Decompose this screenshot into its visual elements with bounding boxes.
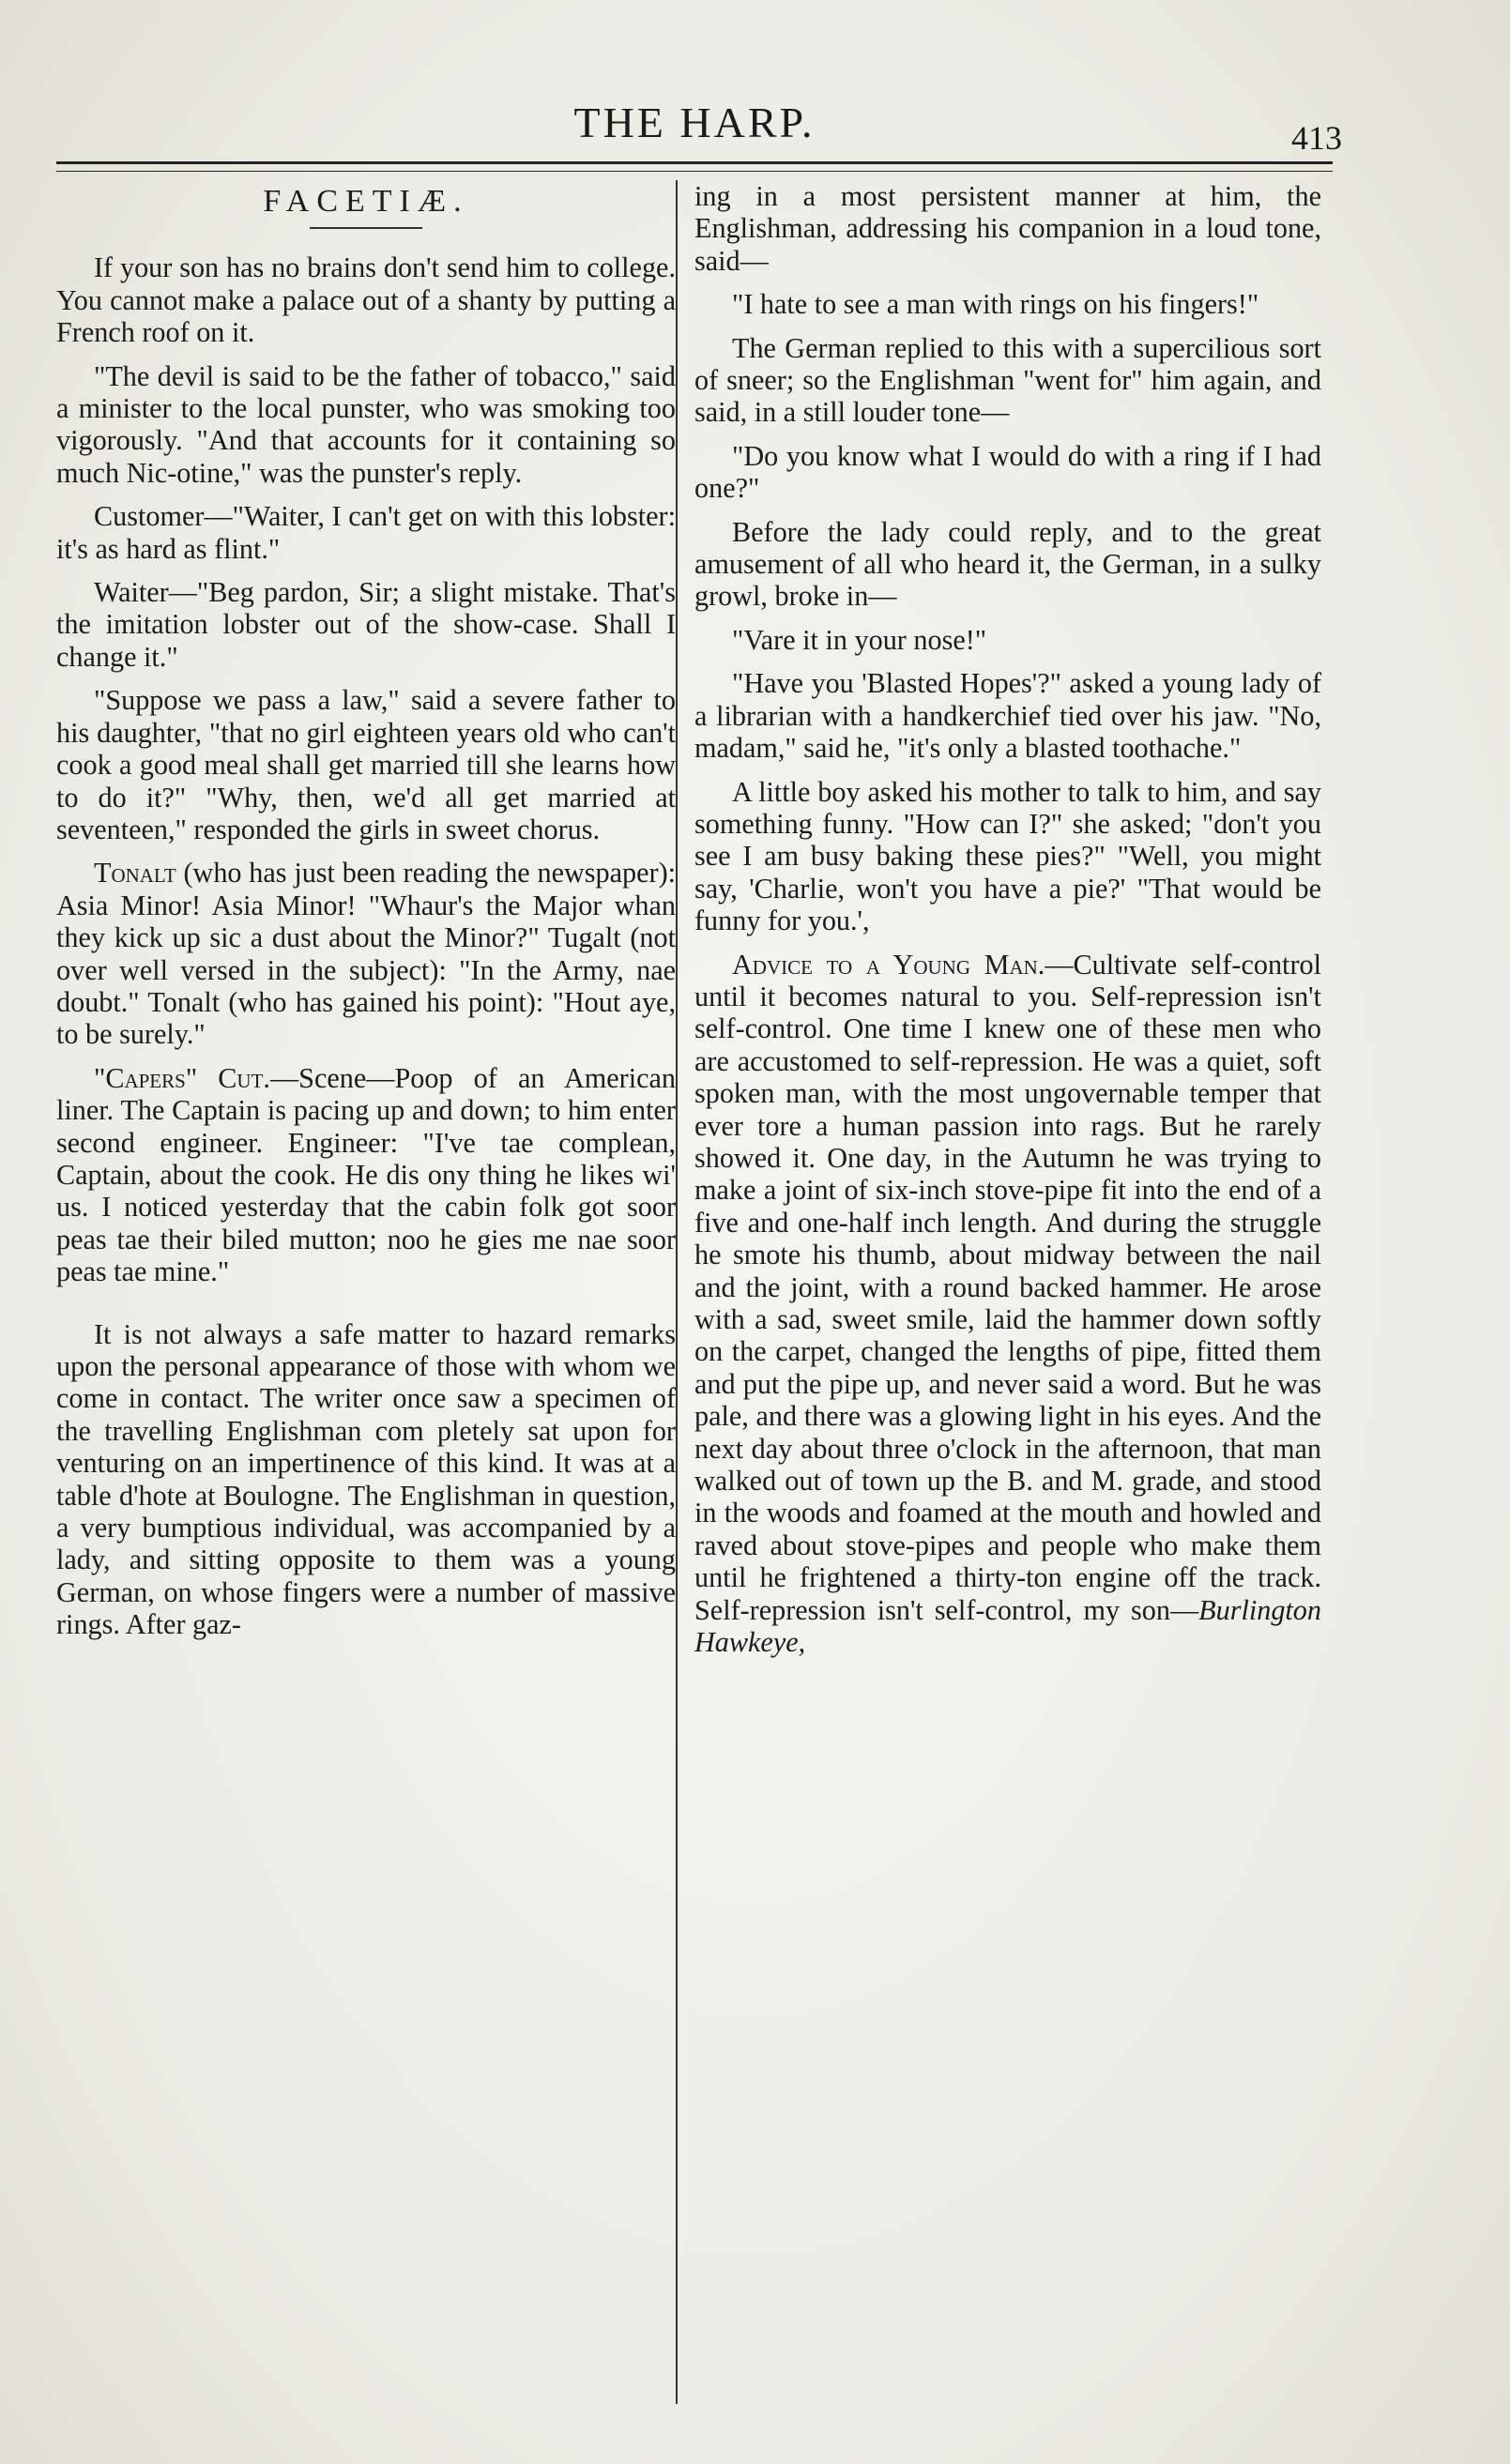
- paragraph: [56, 857, 676, 1050]
- lead-in-rest: (who has just been reading the newspaper): Asia Minor! Asia: [56, 857, 677, 921]
- paragraph: The German replied to this with a supercilious sort of sneer; so the Englishman "went for" him again, and said, in a still louder tone—: [694, 331, 1321, 429]
- paragraph: "Have you 'Blasted Hopes'?" asked a young lady of a librarian with a handkerchief tied over his jaw. "No, madam," said he, "it's only a blasted toothache.": [694, 667, 1321, 765]
- lead-in: Advice to a Young Man.: [732, 948, 1045, 981]
- paragraph-text: —Cultivate self-control until it becomes natural to you. Self-repression isn't self-control. One time I knew one of these men who are accustomed to self-repression. He was a quiet, soft spoken man, with the most ungovernable temper that ever tore a human passion into rags. But he rarely showed it. One day, in the Autumn he was trying to make a joint of six-inch stove-pipe fit into the end of a five and one-half inch length. And during the struggle he smote his thumb, about midway between the nail and the joint, with a round backed hammer. He arose with a sad, sweet smile, laid the hammer down softly on the carpet, changed the lengths of pipe, fitted them and put the pipe up, and never said a word. But he was pale, and there was a glowing light in his eyes. And the next day about three o'clock in the afternoon, that man walked out of town up the B. and M. grade, and stood in the woods and foamed at the mouth and howled and raved about stove-pipes and people who make them until he frightened a thirty-ton engine off the track. Self-repression isn't self-control, my son—: [694, 948, 1321, 1626]
- paragraph: ing in a most persistent manner at him, the Englishman, addressing his companion in a loud tone, said—: [694, 180, 1321, 277]
- running-title: THE HARP.: [573, 99, 816, 146]
- right-column: [694, 180, 1321, 1669]
- source-credit: Burlington Hawkeye,: [694, 1593, 1321, 1659]
- paragraph: If your son has no brains don't send him to college. You cannot make a palace out of a shanty by putting a French roof on it.: [56, 251, 676, 349]
- paragraph: "Suppose we pass a law," said a severe father to his daughter, "that no girl eighteen years old who can't cook a good meal shall get married till she learns how to do it?" "Why, then, we'd all get married at seventeen," responded the girls in sweet chorus.: [56, 684, 676, 845]
- header-rule: [56, 161, 1333, 164]
- left-column: [56, 180, 676, 1652]
- column-divider: [676, 180, 678, 2404]
- paragraph: A little boy asked his mother to talk to him, and say something funny. "How can I?" she asked; "don't you see I am busy baking these pies?" "Well, you might say, 'Charlie, won't you have a pie?' "That would be funny for you.',: [694, 775, 1321, 937]
- paragraph: [694, 949, 1321, 1659]
- section-title: FACETIÆ.: [263, 184, 469, 219]
- paragraph: "Vare it in your nose!": [732, 623, 987, 656]
- page-header: [56, 94, 1342, 160]
- paragraph: "Do you know what I would do with a ring if I had one?": [694, 439, 1321, 505]
- lead-in: Tonalt: [94, 857, 176, 890]
- paragraph-text: Minor! "Whaur's the Major whan they kick up sic a dust about the Minor?" Tugalt (not over well versed in the subject): "In the Army, nae doubt." Tonalt (who has gained his point): "Hout aye, to be surely.": [56, 889, 677, 1051]
- paragraph: "The devil is said to be the father of tobacco," said a minister to the local punster, who was smoking too vigorously. "And that accounts for it containing so much Nic-otine," was the punster's reply.: [56, 359, 676, 489]
- page-number: 413: [1291, 119, 1342, 157]
- paragraph: Before the lady could reply, and to the great amusement of all who heard it, the German, in a sulky growl, broke in—: [694, 515, 1321, 613]
- paragraph: [56, 1062, 676, 1288]
- header-rule-thin: [56, 171, 1333, 172]
- paragraph: Customer—"Waiter, I can't get on with this lobster: it's as hard as flint.": [56, 500, 676, 565]
- lead-in: "Capers" Cut.: [94, 1061, 270, 1094]
- paragraph: It is not always a safe matter to hazard remarks upon the personal appearance of those with whom we come in contact. The writer once saw a specimen of the travelling Englishman com pletely sat upon for venturing on an impertinence of this kind. It was at a table d'hote at Boulogne. The Englishman in question, a very bumptious individual, was accompanied by a lady, and sitting opposite to them was a young German, on whose fingers were a number of massive rings. After gaz-: [56, 1317, 676, 1641]
- paragraph-text: —Scene—Poop of an American liner. The Captain is pacing up and down; to him enter second engineer. Engineer: "I've tae complean, Captain, about the cook. He dis ony thing he likes wi' us. I noticed yesterday that the cabin folk got soor peas tae their biled mutton; noo he gies me nae soor peas tae mine.": [56, 1061, 676, 1288]
- spacer: [56, 1300, 676, 1318]
- paragraph: "I hate to see a man with rings on his fingers!": [732, 288, 1259, 321]
- title-rule: [310, 227, 422, 229]
- paragraph: Waiter—"Beg pardon, Sir; a slight mistake. That's the imitation lobster out of the show-case. Shall I change it.": [56, 576, 676, 673]
